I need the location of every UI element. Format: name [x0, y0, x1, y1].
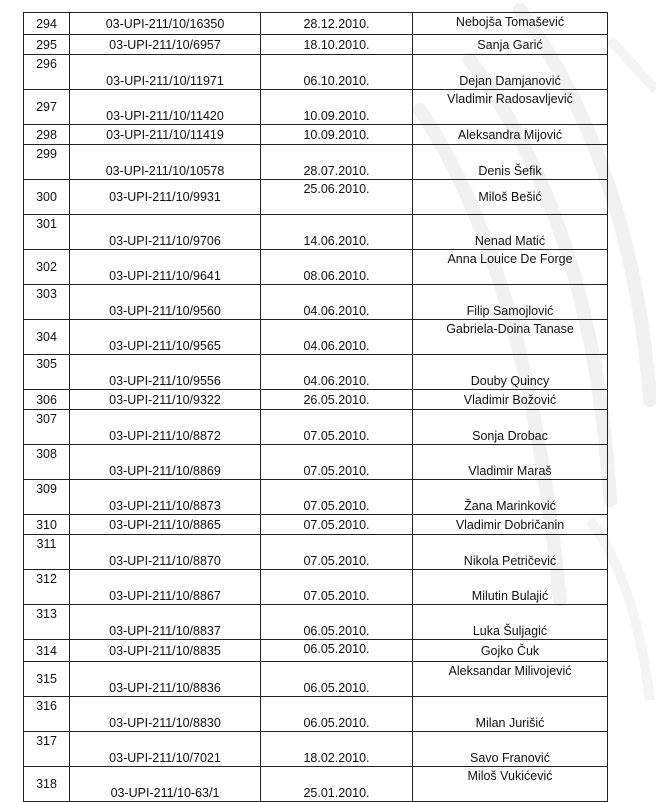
- person-name: Miloš Bešić: [413, 180, 608, 215]
- table-row: [24, 605, 608, 640]
- decision-date: 18.02.2010.: [261, 732, 413, 767]
- decision-date: 06.10.2010.: [261, 55, 413, 90]
- decision-date: 07.05.2010.: [261, 535, 413, 570]
- decision-date: 28.12.2010.: [261, 13, 413, 35]
- table-row: [24, 285, 608, 320]
- person-name: Aleksandra Mijović: [413, 125, 608, 145]
- decision-date: 25.06.2010.: [261, 180, 413, 215]
- person-name: Anna Louice De Forge: [413, 250, 608, 285]
- table-row: [24, 13, 608, 35]
- case-number: 03-UPI-211/10/9560: [70, 285, 261, 320]
- decision-date: 04.06.2010.: [261, 355, 413, 390]
- table-row: [24, 767, 608, 802]
- row-number: 318: [24, 767, 70, 802]
- person-name: Aleksandar Milivojević: [413, 662, 608, 697]
- registry-table-body: [24, 13, 608, 802]
- table-row: [24, 410, 608, 445]
- decision-date: 18.10.2010.: [261, 35, 413, 55]
- case-number: 03-UPI-211/10/8835: [70, 640, 261, 662]
- table-row: [24, 90, 608, 125]
- decision-date: 10.09.2010.: [261, 90, 413, 125]
- person-name: Sanja Garić: [413, 35, 608, 55]
- person-name: Žana Marinković: [413, 480, 608, 515]
- row-number: 296: [24, 55, 70, 90]
- row-number: 316: [24, 697, 70, 732]
- case-number: 03-UPI-211/10/9641: [70, 250, 261, 285]
- row-number: 313: [24, 605, 70, 640]
- decision-date: 28.07.2010.: [261, 145, 413, 180]
- row-number: 297: [24, 90, 70, 125]
- row-number: 302: [24, 250, 70, 285]
- case-number: 03-UPI-211/10/11420: [70, 90, 261, 125]
- person-name: Nebojša Tomašević: [413, 13, 608, 35]
- case-number: 03-UPI-211/10/9565: [70, 320, 261, 355]
- person-name: Gojko Čuk: [413, 640, 608, 662]
- case-number: 03-UPI-211/10/8872: [70, 410, 261, 445]
- case-number: 03-UPI-211/10/16350: [70, 13, 261, 35]
- table-row: [24, 320, 608, 355]
- row-number: 309: [24, 480, 70, 515]
- person-name: Nenad Matić: [413, 215, 608, 250]
- case-number: 03-UPI-211/10/8837: [70, 605, 261, 640]
- table-row: [24, 125, 608, 145]
- row-number: 315: [24, 662, 70, 697]
- table-row: [24, 145, 608, 180]
- case-number: 03-UPI-211/10-63/1: [70, 767, 261, 802]
- case-number: 03-UPI-211/10/8869: [70, 445, 261, 480]
- row-number: 308: [24, 445, 70, 480]
- person-name: Gabriela-Doina Tanase: [413, 320, 608, 355]
- decision-date: 07.05.2010.: [261, 410, 413, 445]
- row-number: 294: [24, 13, 70, 35]
- table-row: [24, 250, 608, 285]
- table-row: [24, 35, 608, 55]
- table-row: [24, 515, 608, 535]
- row-number: 295: [24, 35, 70, 55]
- person-name: Nikola Petričević: [413, 535, 608, 570]
- person-name: Douby Quincy: [413, 355, 608, 390]
- case-number: 03-UPI-211/10/9931: [70, 180, 261, 215]
- row-number: 299: [24, 145, 70, 180]
- person-name: Vladimir Božović: [413, 390, 608, 410]
- row-number: 307: [24, 410, 70, 445]
- case-number: 03-UPI-211/10/8830: [70, 697, 261, 732]
- person-name: Milan Jurišić: [413, 697, 608, 732]
- registry-table: [23, 12, 608, 802]
- row-number: 312: [24, 570, 70, 605]
- decision-date: 04.06.2010.: [261, 285, 413, 320]
- decision-date: 07.05.2010.: [261, 570, 413, 605]
- decision-date: 06.05.2010.: [261, 640, 413, 662]
- decision-date: 06.05.2010.: [261, 662, 413, 697]
- person-name: Sonja Drobac: [413, 410, 608, 445]
- person-name: Luka Šuljagić: [413, 605, 608, 640]
- decision-date: 06.05.2010.: [261, 697, 413, 732]
- decision-date: 10.09.2010.: [261, 125, 413, 145]
- case-number: 03-UPI-211/10/8865: [70, 515, 261, 535]
- table-row: [24, 445, 608, 480]
- row-number: 301: [24, 215, 70, 250]
- decision-date: 26.05.2010.: [261, 390, 413, 410]
- row-number: 305: [24, 355, 70, 390]
- decision-date: 06.05.2010.: [261, 605, 413, 640]
- decision-date: 07.05.2010.: [261, 445, 413, 480]
- table-row: [24, 732, 608, 767]
- row-number: 300: [24, 180, 70, 215]
- row-number: 314: [24, 640, 70, 662]
- decision-date: 07.05.2010.: [261, 515, 413, 535]
- row-number: 310: [24, 515, 70, 535]
- person-name: Vladimir Dobričanin: [413, 515, 608, 535]
- case-number: 03-UPI-211/10/8870: [70, 535, 261, 570]
- case-number: 03-UPI-211/10/11971: [70, 55, 261, 90]
- case-number: 03-UPI-211/10/8873: [70, 480, 261, 515]
- person-name: Milutin Bulajić: [413, 570, 608, 605]
- decision-date: 25.01.2010.: [261, 767, 413, 802]
- table-row: [24, 390, 608, 410]
- row-number: 298: [24, 125, 70, 145]
- person-name: Denis Šefik: [413, 145, 608, 180]
- case-number: 03-UPI-211/10/9556: [70, 355, 261, 390]
- row-number: 306: [24, 390, 70, 410]
- table-row: [24, 215, 608, 250]
- table-row: [24, 570, 608, 605]
- row-number: 304: [24, 320, 70, 355]
- case-number: 03-UPI-211/10/10578: [70, 145, 261, 180]
- person-name: Vladimir Radosavljević: [413, 90, 608, 125]
- table-row: [24, 697, 608, 732]
- decision-date: 04.06.2010.: [261, 320, 413, 355]
- table-row: [24, 480, 608, 515]
- row-number: 303: [24, 285, 70, 320]
- person-name: Filip Samojlović: [413, 285, 608, 320]
- person-name: Dejan Damjanović: [413, 55, 608, 90]
- row-number: 311: [24, 535, 70, 570]
- table-row: [24, 535, 608, 570]
- case-number: 03-UPI-211/10/8867: [70, 570, 261, 605]
- decision-date: 08.06.2010.: [261, 250, 413, 285]
- person-name: Savo Franović: [413, 732, 608, 767]
- case-number: 03-UPI-211/10/8836: [70, 662, 261, 697]
- case-number: 03-UPI-211/10/6957: [70, 35, 261, 55]
- case-number: 03-UPI-211/10/7021: [70, 732, 261, 767]
- table-row: [24, 355, 608, 390]
- person-name: Vladimir Maraš: [413, 445, 608, 480]
- case-number: 03-UPI-211/10/9706: [70, 215, 261, 250]
- case-number: 03-UPI-211/10/9322: [70, 390, 261, 410]
- table-row: [24, 55, 608, 90]
- person-name: Miloš Vukićević: [413, 767, 608, 802]
- row-number: 317: [24, 732, 70, 767]
- decision-date: 07.05.2010.: [261, 480, 413, 515]
- table-row: [24, 662, 608, 697]
- decision-date: 14.06.2010.: [261, 215, 413, 250]
- case-number: 03-UPI-211/10/11419: [70, 125, 261, 145]
- table-row: [24, 640, 608, 662]
- table-row: [24, 180, 608, 215]
